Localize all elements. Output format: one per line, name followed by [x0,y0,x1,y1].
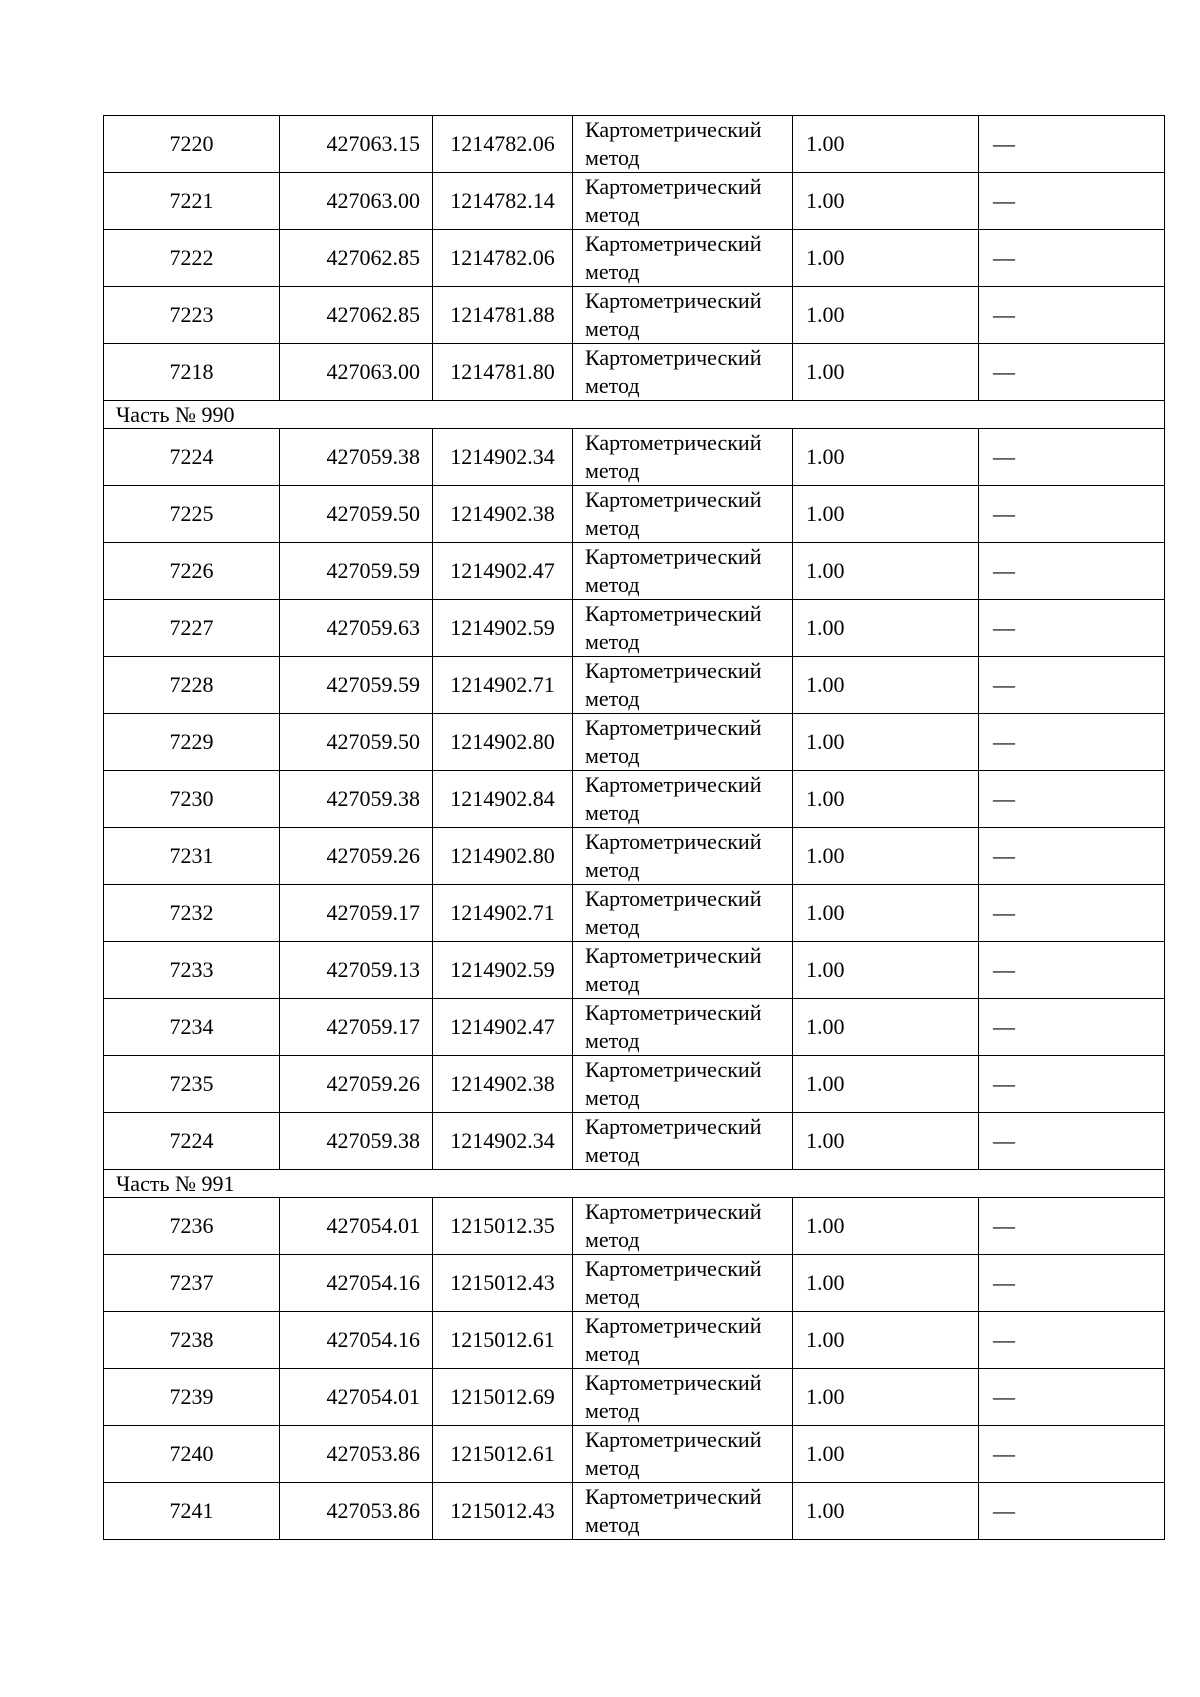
point-number-cell: 7239 [104,1369,280,1426]
table-row [104,828,1165,885]
accuracy-cell: 1.00 [793,828,979,885]
description-cell: — [979,828,1165,885]
method-line-2: метод [585,145,640,170]
method-cell [573,1056,793,1113]
method-line-2: метод [585,1227,640,1252]
method-line-1: Картометрический [585,117,762,142]
x-coordinate-cell: 427062.85 [280,287,433,344]
method-cell [573,429,793,486]
table-row [104,1483,1165,1540]
table-row [104,230,1165,287]
table-row [104,714,1165,771]
description-cell: — [979,714,1165,771]
method-cell [573,828,793,885]
method-line-2: метод [585,1455,640,1480]
part-header-row [104,1170,1165,1198]
accuracy-cell: 1.00 [793,771,979,828]
y-coordinate-cell: 1214902.71 [433,657,573,714]
x-coordinate-cell: 427054.16 [280,1255,433,1312]
point-number-cell: 7225 [104,486,280,543]
description-cell: — [979,1056,1165,1113]
method-cell [573,1255,793,1312]
part-label: Часть № 991 [104,1170,1165,1198]
description-cell: — [979,344,1165,401]
y-coordinate-cell: 1214781.88 [433,287,573,344]
method-line-1: Картометрический [585,658,762,683]
y-coordinate-cell: 1215012.61 [433,1426,573,1483]
table-row [104,885,1165,942]
method-line-2: метод [585,373,640,398]
table-row [104,999,1165,1056]
table-row [104,1198,1165,1255]
point-number-cell: 7241 [104,1483,280,1540]
accuracy-cell: 1.00 [793,230,979,287]
y-coordinate-cell: 1215012.35 [433,1198,573,1255]
method-line-1: Картометрический [585,1057,762,1082]
x-coordinate-cell: 427062.85 [280,230,433,287]
description-cell: — [979,1255,1165,1312]
accuracy-cell: 1.00 [793,429,979,486]
method-line-1: Картометрический [585,601,762,626]
table-row [104,287,1165,344]
method-line-1: Картометрический [585,487,762,512]
table-row [104,771,1165,828]
accuracy-cell: 1.00 [793,714,979,771]
x-coordinate-cell: 427053.86 [280,1483,433,1540]
accuracy-cell: 1.00 [793,1056,979,1113]
method-line-2: метод [585,800,640,825]
y-coordinate-cell: 1214902.80 [433,828,573,885]
y-coordinate-cell: 1214902.71 [433,885,573,942]
description-cell: — [979,1426,1165,1483]
method-line-2: метод [585,1398,640,1423]
description-cell: — [979,942,1165,999]
method-cell [573,1483,793,1540]
method-cell [573,1198,793,1255]
y-coordinate-cell: 1214902.34 [433,429,573,486]
table-row [104,600,1165,657]
y-coordinate-cell: 1214902.34 [433,1113,573,1170]
method-line-1: Картометрический [585,1256,762,1281]
table-row [104,1255,1165,1312]
x-coordinate-cell: 427059.13 [280,942,433,999]
description-cell: — [979,1198,1165,1255]
method-cell [573,714,793,771]
accuracy-cell: 1.00 [793,1426,979,1483]
x-coordinate-cell: 427063.00 [280,173,433,230]
x-coordinate-cell: 427059.50 [280,714,433,771]
table-row [104,1113,1165,1170]
accuracy-cell: 1.00 [793,1312,979,1369]
method-line-2: метод [585,971,640,996]
method-cell [573,116,793,173]
method-line-2: метод [585,572,640,597]
method-line-2: метод [585,1512,640,1537]
method-line-1: Картометрический [585,772,762,797]
accuracy-cell: 1.00 [793,657,979,714]
method-line-2: метод [585,914,640,939]
y-coordinate-cell: 1215012.69 [433,1369,573,1426]
description-cell: — [979,600,1165,657]
table-row [104,1312,1165,1369]
table-row [104,344,1165,401]
method-cell [573,600,793,657]
accuracy-cell: 1.00 [793,116,979,173]
method-cell [573,344,793,401]
y-coordinate-cell: 1214902.80 [433,714,573,771]
point-number-cell: 7234 [104,999,280,1056]
method-line-2: метод [585,629,640,654]
y-coordinate-cell: 1214782.06 [433,116,573,173]
x-coordinate-cell: 427059.59 [280,657,433,714]
method-line-1: Картометрический [585,1000,762,1025]
x-coordinate-cell: 427063.15 [280,116,433,173]
y-coordinate-cell: 1215012.43 [433,1483,573,1540]
point-number-cell: 7226 [104,543,280,600]
y-coordinate-cell: 1214781.80 [433,344,573,401]
point-number-cell: 7224 [104,1113,280,1170]
method-cell [573,657,793,714]
table-row [104,116,1165,173]
y-coordinate-cell: 1214902.59 [433,942,573,999]
method-line-1: Картометрический [585,1370,762,1395]
method-line-2: метод [585,1341,640,1366]
description-cell: — [979,657,1165,714]
point-number-cell: 7237 [104,1255,280,1312]
part-label: Часть № 990 [104,401,1165,429]
method-cell [573,999,793,1056]
method-cell [573,230,793,287]
accuracy-cell: 1.00 [793,1369,979,1426]
point-number-cell: 7222 [104,230,280,287]
point-number-cell: 7235 [104,1056,280,1113]
method-line-1: Картометрический [585,1114,762,1139]
method-line-2: метод [585,316,640,341]
x-coordinate-cell: 427059.38 [280,429,433,486]
table-row [104,1056,1165,1113]
description-cell: — [979,1369,1165,1426]
accuracy-cell: 1.00 [793,344,979,401]
method-cell [573,771,793,828]
x-coordinate-cell: 427059.38 [280,1113,433,1170]
method-line-1: Картометрический [585,345,762,370]
method-line-1: Картометрический [585,886,762,911]
description-cell: — [979,230,1165,287]
x-coordinate-cell: 427054.01 [280,1369,433,1426]
method-cell [573,1369,793,1426]
method-line-1: Картометрический [585,943,762,968]
point-number-cell: 7221 [104,173,280,230]
point-number-cell: 7232 [104,885,280,942]
accuracy-cell: 1.00 [793,999,979,1056]
method-line-1: Картометрический [585,1199,762,1224]
point-number-cell: 7233 [104,942,280,999]
method-line-1: Картометрический [585,231,762,256]
part-header-row [104,401,1165,429]
method-cell [573,287,793,344]
table-row [104,543,1165,600]
y-coordinate-cell: 1214902.47 [433,543,573,600]
table-row [104,429,1165,486]
x-coordinate-cell: 427059.50 [280,486,433,543]
x-coordinate-cell: 427054.01 [280,1198,433,1255]
accuracy-cell: 1.00 [793,600,979,657]
description-cell: — [979,287,1165,344]
x-coordinate-cell: 427059.63 [280,600,433,657]
y-coordinate-cell: 1214902.59 [433,600,573,657]
x-coordinate-cell: 427053.86 [280,1426,433,1483]
accuracy-cell: 1.00 [793,942,979,999]
accuracy-cell: 1.00 [793,1255,979,1312]
description-cell: — [979,429,1165,486]
description-cell: — [979,885,1165,942]
method-line-2: метод [585,515,640,540]
method-line-2: метод [585,259,640,284]
point-number-cell: 7218 [104,344,280,401]
table-row [104,942,1165,999]
y-coordinate-cell: 1214782.14 [433,173,573,230]
method-cell [573,942,793,999]
description-cell: — [979,116,1165,173]
description-cell: — [979,1312,1165,1369]
method-line-2: метод [585,1142,640,1167]
method-line-1: Картометрический [585,174,762,199]
description-cell: — [979,999,1165,1056]
method-line-2: метод [585,1085,640,1110]
coordinates-table-body [104,116,1165,1540]
method-cell [573,885,793,942]
x-coordinate-cell: 427059.59 [280,543,433,600]
description-cell: — [979,771,1165,828]
table-row [104,173,1165,230]
x-coordinate-cell: 427059.26 [280,1056,433,1113]
table-row [104,657,1165,714]
accuracy-cell: 1.00 [793,1198,979,1255]
y-coordinate-cell: 1214782.06 [433,230,573,287]
accuracy-cell: 1.00 [793,543,979,600]
method-cell [573,486,793,543]
method-line-2: метод [585,1284,640,1309]
description-cell: — [979,173,1165,230]
point-number-cell: 7223 [104,287,280,344]
y-coordinate-cell: 1214902.38 [433,1056,573,1113]
point-number-cell: 7224 [104,429,280,486]
point-number-cell: 7230 [104,771,280,828]
x-coordinate-cell: 427059.38 [280,771,433,828]
method-line-2: метод [585,743,640,768]
y-coordinate-cell: 1214902.38 [433,486,573,543]
description-cell: — [979,486,1165,543]
table-row [104,486,1165,543]
point-number-cell: 7238 [104,1312,280,1369]
accuracy-cell: 1.00 [793,287,979,344]
method-line-2: метод [585,1028,640,1053]
table-row [104,1426,1165,1483]
accuracy-cell: 1.00 [793,1483,979,1540]
method-line-2: метод [585,202,640,227]
method-line-1: Картометрический [585,544,762,569]
method-line-2: метод [585,458,640,483]
method-line-2: метод [585,686,640,711]
accuracy-cell: 1.00 [793,1113,979,1170]
description-cell: — [979,1113,1165,1170]
method-line-1: Картометрический [585,1313,762,1338]
method-line-1: Картометрический [585,430,762,455]
method-cell [573,1426,793,1483]
x-coordinate-cell: 427059.26 [280,828,433,885]
point-number-cell: 7220 [104,116,280,173]
method-line-2: метод [585,857,640,882]
method-cell [573,173,793,230]
method-line-1: Картометрический [585,1427,762,1452]
accuracy-cell: 1.00 [793,173,979,230]
method-line-1: Картометрический [585,288,762,313]
y-coordinate-cell: 1215012.43 [433,1255,573,1312]
y-coordinate-cell: 1215012.61 [433,1312,573,1369]
method-cell [573,1113,793,1170]
description-cell: — [979,543,1165,600]
method-cell [573,543,793,600]
y-coordinate-cell: 1214902.84 [433,771,573,828]
coordinates-table [103,115,1165,1540]
table-row [104,1369,1165,1426]
method-line-1: Картометрический [585,715,762,740]
x-coordinate-cell: 427063.00 [280,344,433,401]
point-number-cell: 7240 [104,1426,280,1483]
method-cell [573,1312,793,1369]
accuracy-cell: 1.00 [793,486,979,543]
point-number-cell: 7227 [104,600,280,657]
x-coordinate-cell: 427059.17 [280,999,433,1056]
accuracy-cell: 1.00 [793,885,979,942]
method-line-1: Картометрический [585,829,762,854]
point-number-cell: 7236 [104,1198,280,1255]
point-number-cell: 7229 [104,714,280,771]
y-coordinate-cell: 1214902.47 [433,999,573,1056]
point-number-cell: 7231 [104,828,280,885]
x-coordinate-cell: 427059.17 [280,885,433,942]
point-number-cell: 7228 [104,657,280,714]
x-coordinate-cell: 427054.16 [280,1312,433,1369]
description-cell: — [979,1483,1165,1540]
method-line-1: Картометрический [585,1484,762,1509]
